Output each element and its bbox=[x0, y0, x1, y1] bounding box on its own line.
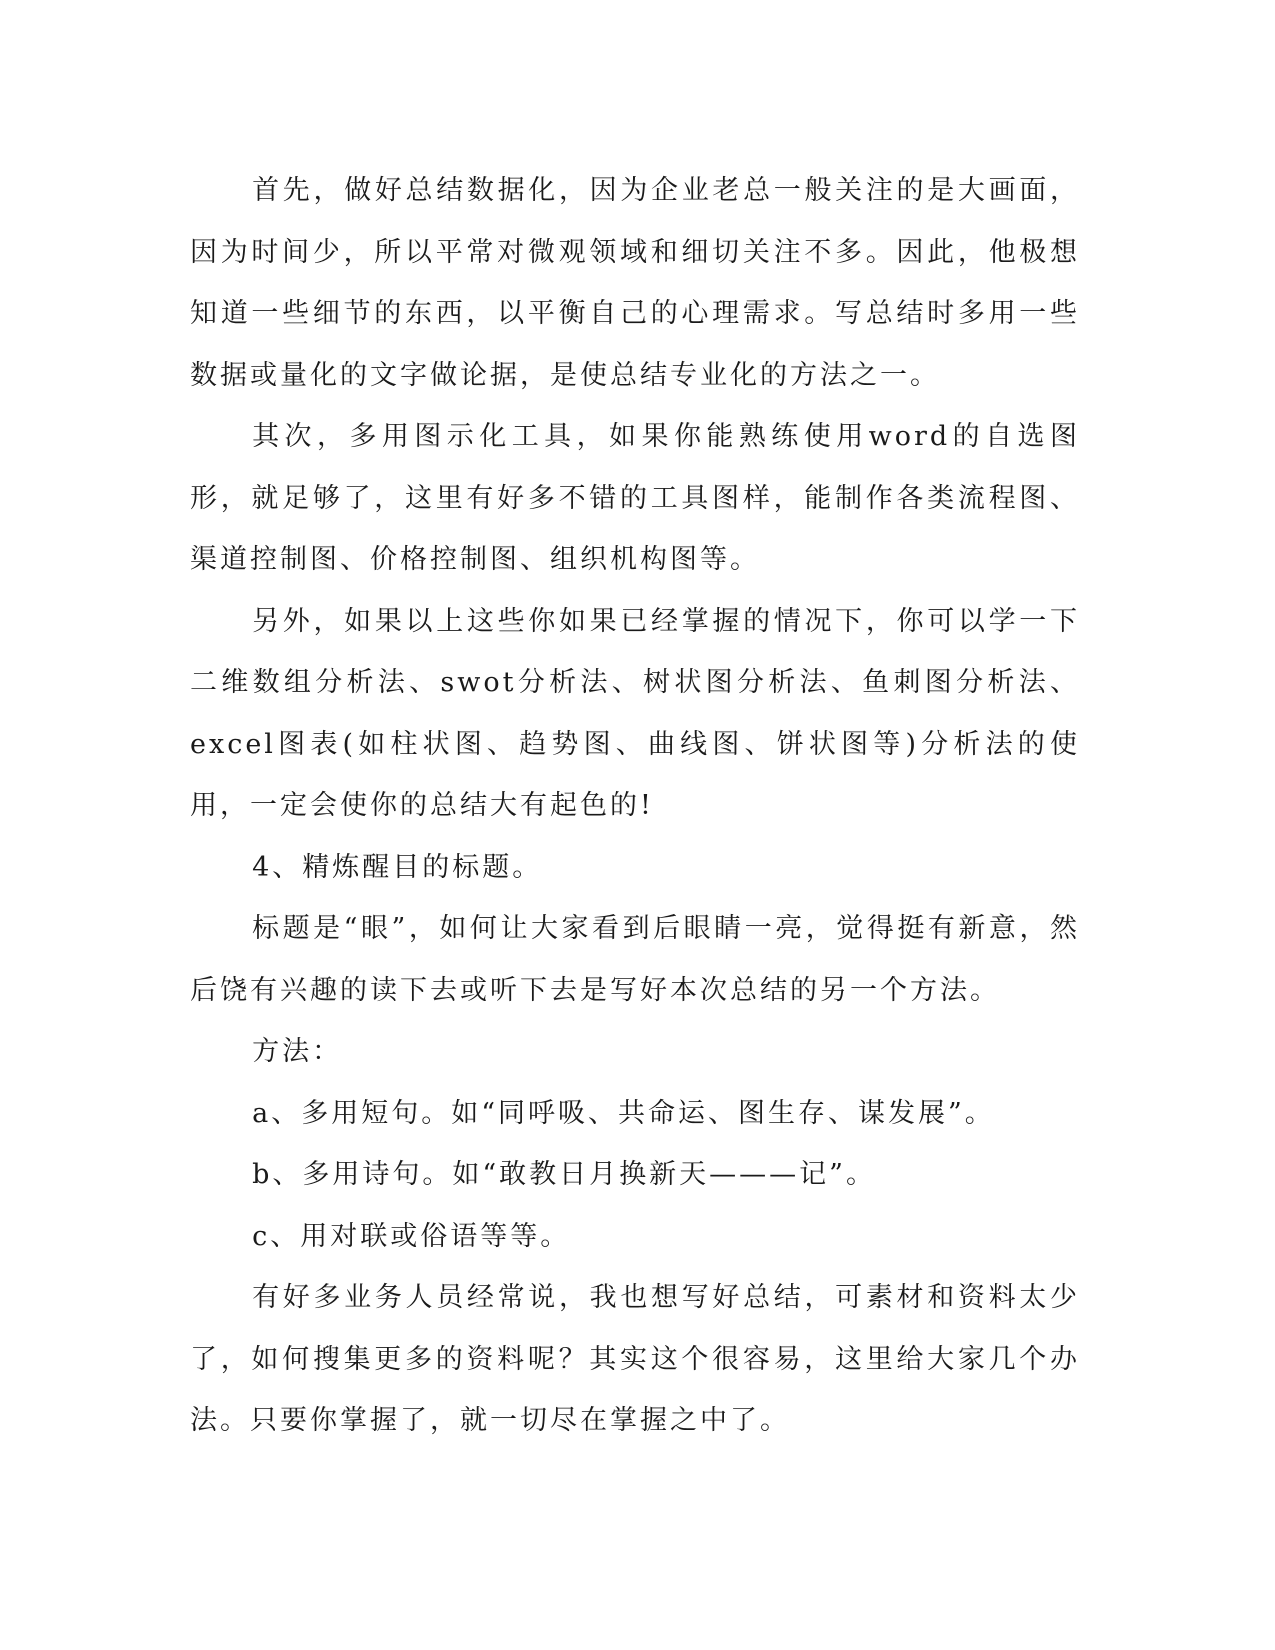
paragraph-analysis-methods: 另外，如果以上这些你如果已经掌握的情况下，你可以学一下二维数组分析法、swot分析法、树状图分析法、鱼刺图分析法、excel图表(如柱状图、趋势图、曲线图、饼状图等)分析法的使用，一定会使你的总结大有起色的! bbox=[190, 605, 1080, 821]
methods-label: 方法： bbox=[252, 1036, 343, 1067]
method-item-a: a、多用短句。如“同呼吸、共命运、图生存、谋发展”。 bbox=[252, 1097, 995, 1129]
method-item-b: b、多用诗句。如“敢教日月换新天———记”。 bbox=[252, 1159, 876, 1190]
paragraph-title-importance: 标题是“眼”，如何让大家看到后眼睛一亮，觉得挺有新意，然后饶有兴趣的读下去或听下去是写好本次总结的另一个方法。 bbox=[190, 913, 1080, 1006]
paragraph-visual-tools: 其次，多用图示化工具，如果你能熟练使用word的自选图形，就足够了，这里有好多不错的工具图样，能制作各类流程图、渠道控制图、价格控制图、组织机构图等。 bbox=[190, 421, 1080, 575]
paragraph-materials: 有好多业务人员经常说，我也想写好总结，可素材和资料太少了，如何搜集更多的资料呢？其实这个很容易，这里给大家几个办法。只要你掌握了，就一切尽在掌握之中了。 bbox=[190, 1282, 1080, 1436]
paragraph-data-driven: 首先，做好总结数据化，因为企业老总一般关注的是大画面，因为时间少，所以平常对微观领域和细切关注不多。因此，他极想知道一些细节的东西，以平衡自己的心理需求。写总结时多用一些数据或量化的文字做论据，是使总结专业化的方法之一。 bbox=[190, 175, 1080, 391]
method-item-c: c、用对联或俗语等等。 bbox=[252, 1220, 571, 1252]
section-heading-title: 4、精炼醒目的标题。 bbox=[252, 851, 543, 883]
document-body bbox=[190, 160, 1080, 1452]
